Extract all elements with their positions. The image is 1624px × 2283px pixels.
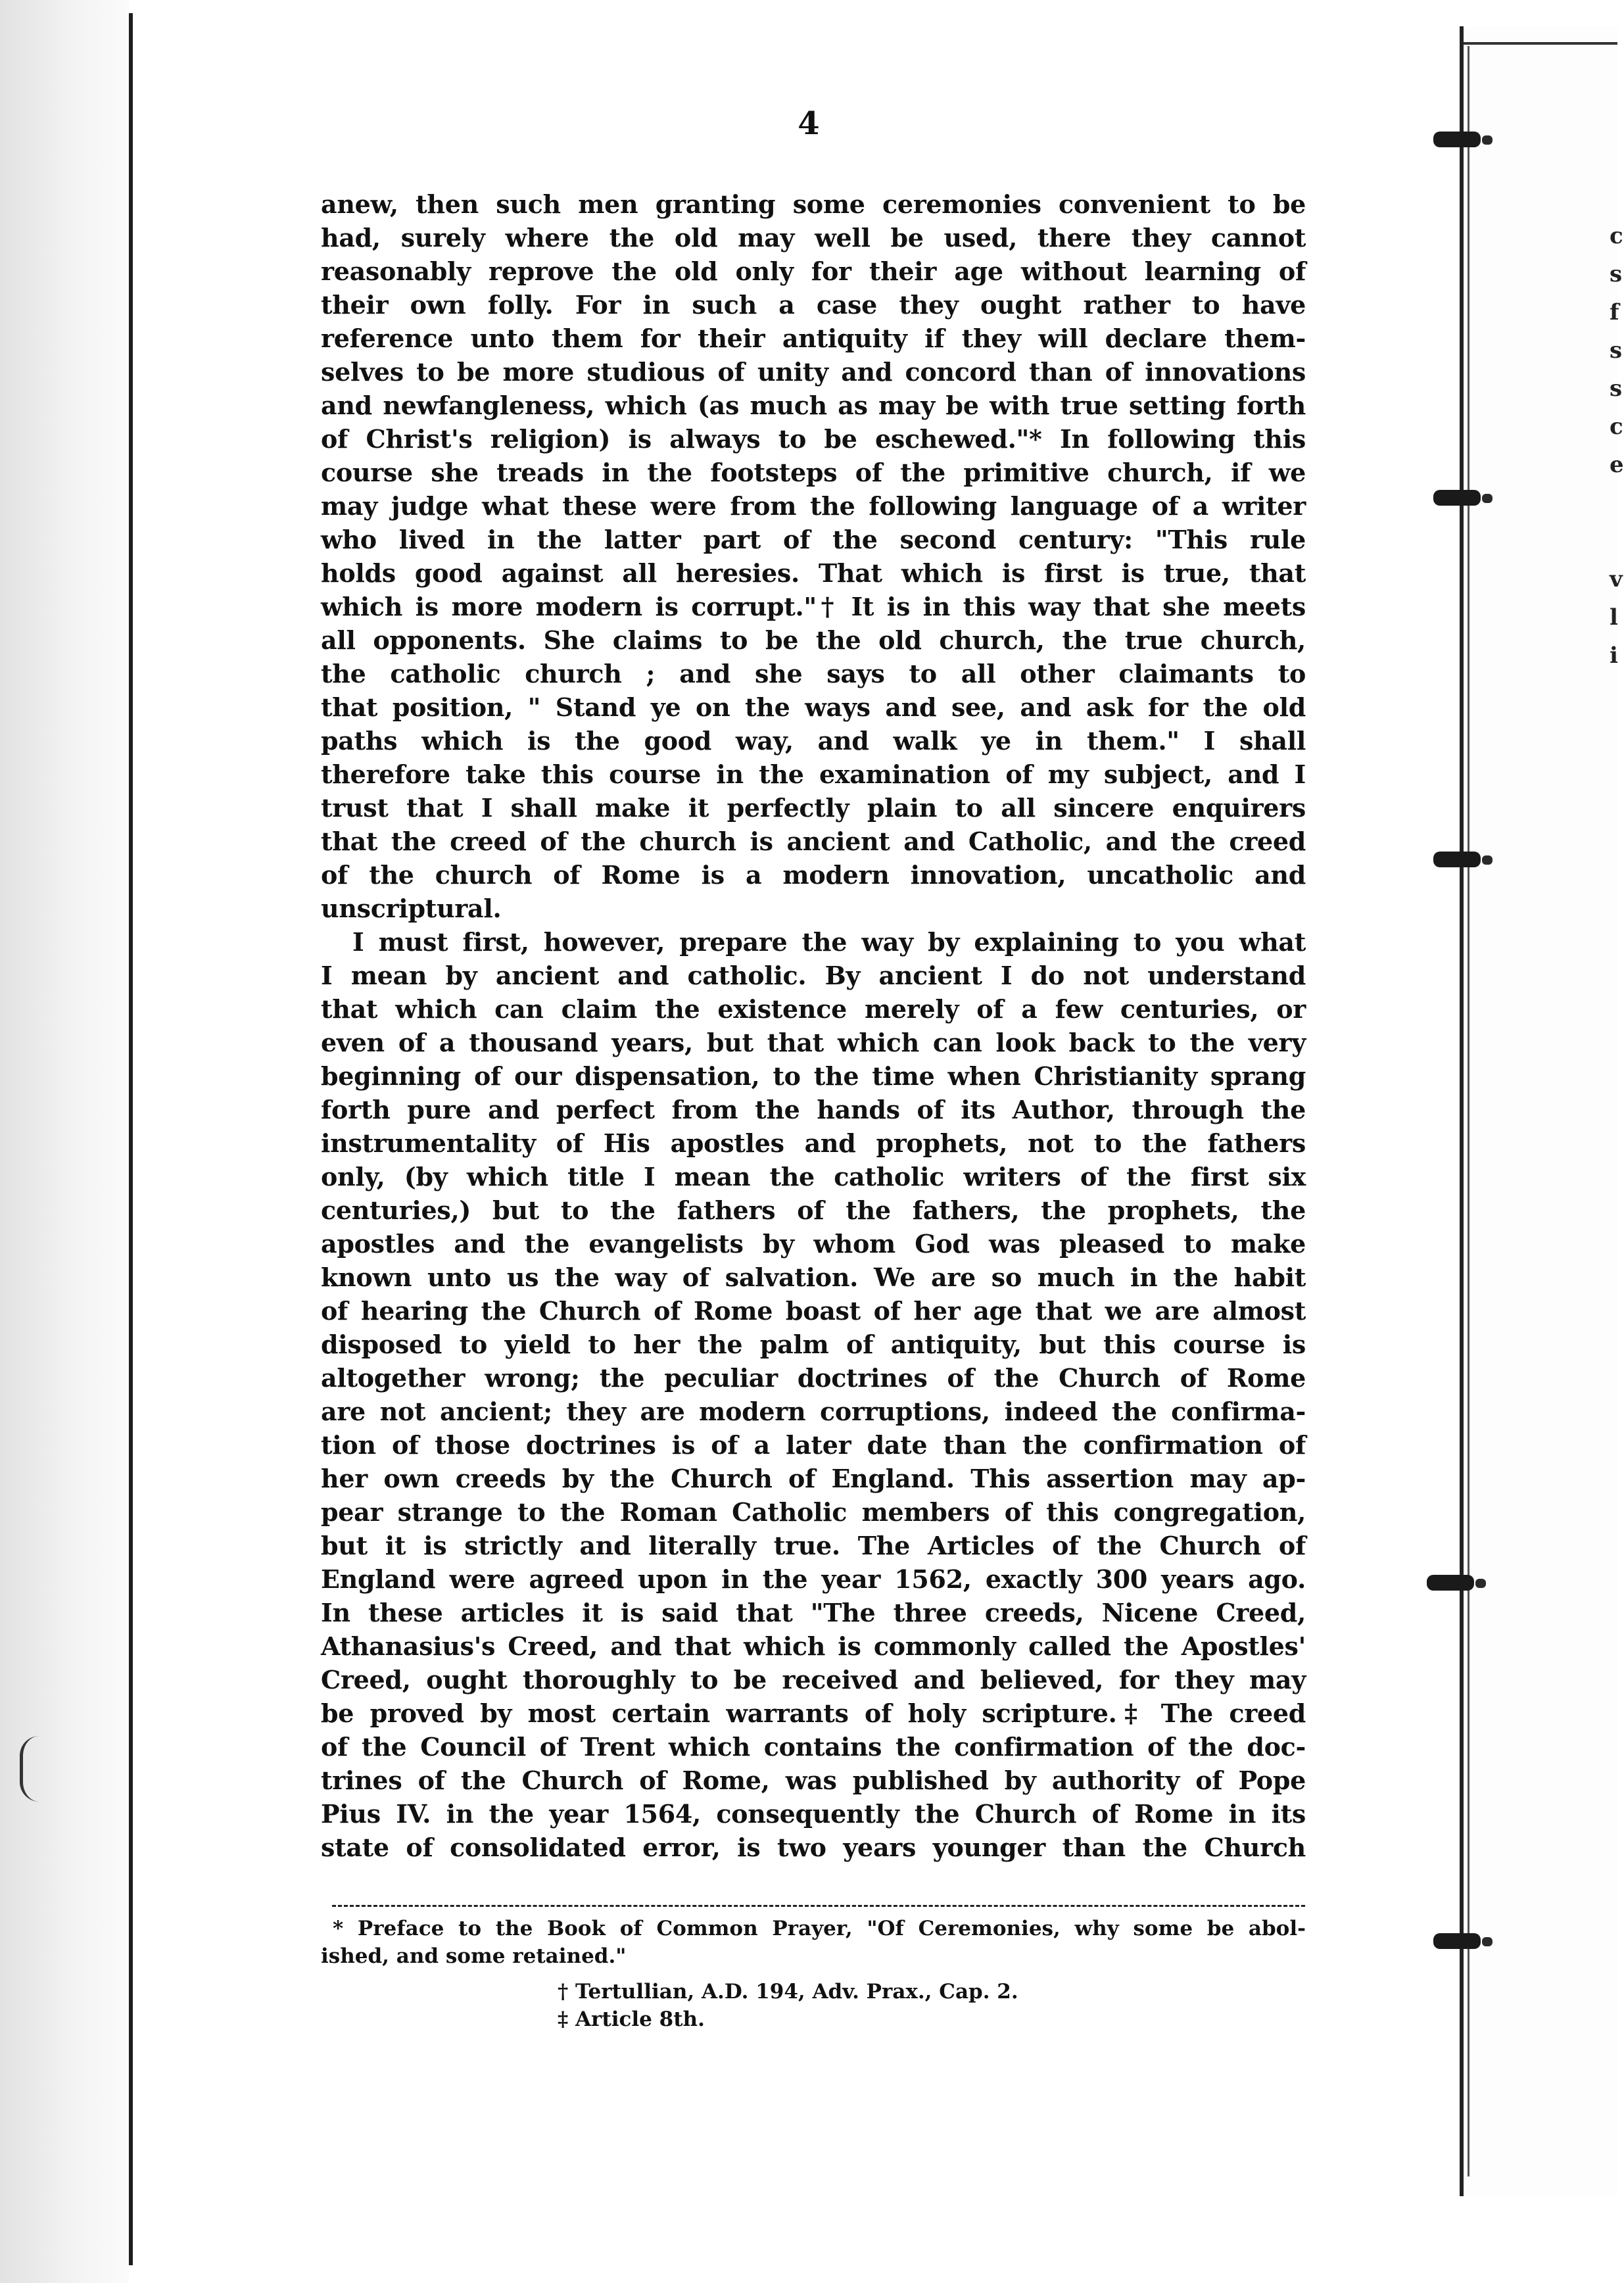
text-line: her own creeds by the Church of England. This assertion may ap- xyxy=(321,1464,1306,1493)
text-line: Pius IV. in the year 1564, consequently the Church of Rome in its xyxy=(321,1799,1306,1829)
body-text xyxy=(321,187,1306,1864)
text-line: pear strange to the Roman Catholic members of this congregation, xyxy=(321,1497,1306,1527)
text-line: the catholic church ; and she says to all other claimants to xyxy=(321,659,1306,688)
footnote-separator xyxy=(332,1905,1305,1907)
text-line: reasonably reprove the old only for their age without learning of xyxy=(321,256,1306,286)
text-line: that position, " Stand ye on the ways and see, and ask for the old xyxy=(321,692,1306,722)
text-line: instrumentality of His apostles and prophets, not to the fathers xyxy=(321,1128,1306,1158)
facing-page-border xyxy=(1460,26,1464,2196)
text-line: known unto us the way of salvation. We are so much in the habit xyxy=(321,1262,1306,1292)
facing-fragment: s xyxy=(1610,261,1623,287)
footnote-preface: * Preface to the Book of Common Prayer, "Of Ceremonies, why some be abol- xyxy=(333,1917,1306,1940)
text-line: I mean by ancient and catholic. By ancient I do not understand xyxy=(321,961,1306,990)
text-line: be proved by most certain warrants of holy scripture.‡ The creed xyxy=(321,1698,1306,1728)
facing-fragment: i xyxy=(1610,642,1618,669)
text-line: Creed, ought thoroughly to be received and believed, for they may xyxy=(321,1665,1306,1694)
facing-fragment: f xyxy=(1610,299,1619,325)
text-line: selves to be more studious of unity and concord than of innovations xyxy=(321,357,1306,387)
text-line: therefore take this course in the examination of my subject, and I xyxy=(321,759,1306,789)
text-line: apostles and the evangelists by whom God was pleased to make xyxy=(321,1229,1306,1259)
text-line: trust that I shall make it perfectly plain to all sincere enquirers xyxy=(321,793,1306,823)
text-line: of hearing the Church of Rome boast of her age that we are almost xyxy=(321,1296,1306,1326)
facing-fragment xyxy=(1610,484,1617,522)
text-line: forth pure and perfect from the hands of its Author, through the xyxy=(321,1095,1306,1124)
facing-page-inner-border xyxy=(1468,46,1469,2176)
text-line: holds good against all heresies. That which is first is true, that xyxy=(321,558,1306,588)
footnote-preface-continued: ished, and some retained." xyxy=(321,1944,627,1968)
footnote-article: ‡ Article 8th. xyxy=(558,2007,705,2031)
facing-fragment: v xyxy=(1610,566,1623,592)
facing-fragment xyxy=(1610,522,1617,560)
text-line: of the church of Rome is a modern innovation, uncatholic and xyxy=(321,860,1306,890)
text-line: tion of those doctrines is of a later date than the confirmation of xyxy=(321,1430,1306,1460)
text-line: beginning of our dispensation, to the time when Christianity sprang xyxy=(321,1061,1306,1091)
text-line: altogether wrong; the peculiar doctrines of the Church of Rome xyxy=(321,1363,1306,1393)
binding-thread-mark xyxy=(1433,490,1481,506)
text-line: even of a thousand years, but that which can look back to the very xyxy=(321,1028,1306,1057)
scan-margin-mark xyxy=(20,1736,40,1802)
text-line: and newfangleness, which (as much as may be with true setting forth xyxy=(321,391,1306,420)
text-line: all opponents. She claims to be the old church, the true church, xyxy=(321,625,1306,655)
facing-fragment: c xyxy=(1610,414,1623,440)
text-line: but it is strictly and literally true. The Articles of the Church of xyxy=(321,1531,1306,1560)
text-line: their own folly. For in such a case they ought rather to have xyxy=(321,290,1306,320)
facing-fragment: l xyxy=(1610,604,1618,631)
scan-left-margin xyxy=(0,0,129,2283)
text-line: who lived in the latter part of the second century: "This rule xyxy=(321,525,1306,554)
binding-thread-mark xyxy=(1433,852,1481,867)
facing-fragment: e xyxy=(1610,452,1624,478)
binding-thread-mark xyxy=(1433,1933,1481,1949)
text-line: Athanasius's Creed, and that which is commonly called the Apostles' xyxy=(321,1631,1306,1661)
page-number: 4 xyxy=(798,105,820,142)
facing-page-text-fragments xyxy=(1610,217,1624,675)
text-line: paths which is the good way, and walk ye in them." I shall xyxy=(321,726,1306,756)
text-line: state of consolidated error, is two years younger than the Church xyxy=(321,1833,1306,1862)
text-line: which is more modern is corrupt."† It is in this way that she meets xyxy=(321,592,1306,621)
text-line: of the Council of Trent which contains the confirmation of the doc- xyxy=(321,1732,1306,1762)
text-line: that the creed of the church is ancient and Catholic, and the creed xyxy=(321,827,1306,856)
text-line: centuries,) but to the fathers of the fathers, the prophets, the xyxy=(321,1195,1306,1225)
facing-page-edge xyxy=(1460,26,1624,2196)
text-line: England were agreed upon in the year 1562, exactly 300 years ago. xyxy=(321,1564,1306,1594)
facing-fragment: c xyxy=(1610,223,1623,249)
text-line: that which can claim the existence merely of a few centuries, or xyxy=(321,994,1306,1024)
binding-thread-mark xyxy=(1427,1575,1474,1591)
text-line: course she treads in the footsteps of the primitive church, if we xyxy=(321,458,1306,487)
facing-fragment: s xyxy=(1610,337,1623,364)
facing-fragment: s xyxy=(1610,375,1623,402)
text-line: reference unto them for their antiquity if they will declare them- xyxy=(321,324,1306,353)
scan-left-edge xyxy=(129,13,133,2265)
text-line: I must first, however, prepare the way by explaining to you what xyxy=(352,927,1306,957)
footnotes xyxy=(321,1915,1306,2033)
text-line: unscriptural. xyxy=(321,894,502,923)
facing-page-top-edge xyxy=(1464,42,1617,45)
text-line: disposed to yield to her the palm of antiquity, but this course is xyxy=(321,1330,1306,1359)
text-line: In these articles it is said that "The three creeds, Nicene Creed, xyxy=(321,1598,1306,1627)
text-line: had, surely where the old may well be used, there they cannot xyxy=(321,223,1306,252)
binding-thread-mark xyxy=(1433,132,1481,147)
text-line: trines of the Church of Rome, was published by authority of Pope xyxy=(321,1766,1306,1795)
footnote-tertullian: † Tertullian, A.D. 194, Adv. Prax., Cap. 2. xyxy=(558,1980,1018,2004)
text-line: are not ancient; they are modern corruptions, indeed the confirma- xyxy=(321,1397,1306,1426)
text-line: of Christ's religion) is always to be eschewed."* In following this xyxy=(321,424,1306,454)
text-line: may judge what these were from the following language of a writer xyxy=(321,491,1306,521)
text-line: only, (by which title I mean the catholic writers of the first six xyxy=(321,1162,1306,1191)
text-line: anew, then such men granting some ceremonies convenient to be xyxy=(321,189,1306,219)
